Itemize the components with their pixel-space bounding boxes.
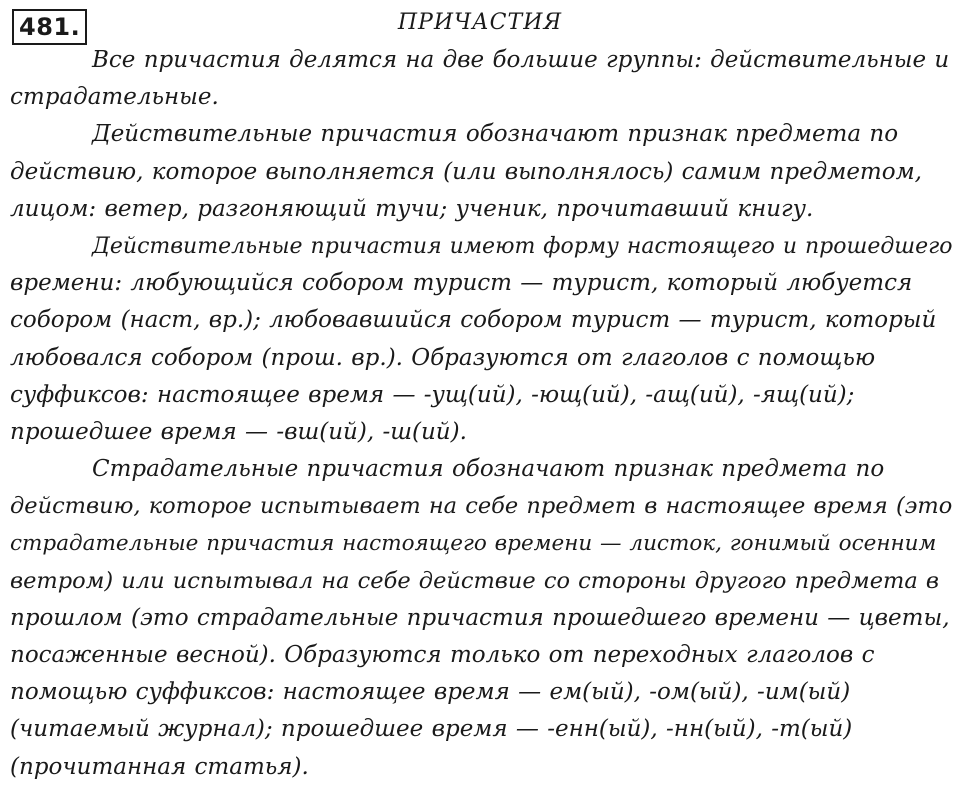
text-line: Действительные причастия имеют форму настоящего и прошедшего <box>92 233 953 259</box>
text-line: страдательные. <box>10 84 219 111</box>
text-line: прошлом (это страдательные причастия прошедшего времени — цветы, <box>10 604 950 631</box>
text-line: (читаемый журнал); прошедшее время — -енн(ый), -нн(ый), -т(ый) <box>10 716 853 743</box>
text-line: Все причастия делятся на две большие группы: действительные и <box>92 47 950 73</box>
page-title: ПРИЧАСТИЯ <box>397 10 563 35</box>
text-line: времени: любующийся собором турист — турист, который любуется <box>10 270 913 297</box>
text-body <box>10 42 955 786</box>
text-line: действию, которое выполняется (или выполнялось) самим предметом, <box>10 158 922 185</box>
text-line: собором (наст, вр.); любовавшийся собором турист — турист, который <box>10 307 937 334</box>
text-line: Действительные причастия обозначают признак предмета по <box>92 121 899 148</box>
text-line: ветром) или испытывал на себе действие со стороны другого предмета в <box>10 567 940 594</box>
text-line: посаженные весной). Образуются только от переходных глаголов с <box>10 642 875 668</box>
text-line: страдательные причастия настоящего времени — листок, гонимый осенним <box>10 531 937 557</box>
text-line: Страдательные причастия обозначают признак предмета по <box>92 456 885 483</box>
text-line: прошедшее время — -вш(ий), -ш(ий). <box>10 418 467 445</box>
text-line: (прочитанная статья). <box>10 753 309 780</box>
text-line: лицом: ветер, разгоняющий тучи; ученик, прочитавший книгу. <box>10 195 814 222</box>
text-line: действию, которое испытывает на себе предмет в настоящее время (это <box>10 493 953 520</box>
text-line: любовался собором (прош. вр.). Образуются от глаголов с помощью <box>10 344 876 371</box>
text-line: помощью суффиксов: настоящее время — ем(ый), -ом(ый), -им(ый) <box>10 679 851 706</box>
exercise-number: 481. <box>12 9 87 45</box>
text-line: суффиксов: настоящее время — -ущ(ий), -ющ(ий), -ащ(ий), -ящ(ий); <box>10 381 855 408</box>
